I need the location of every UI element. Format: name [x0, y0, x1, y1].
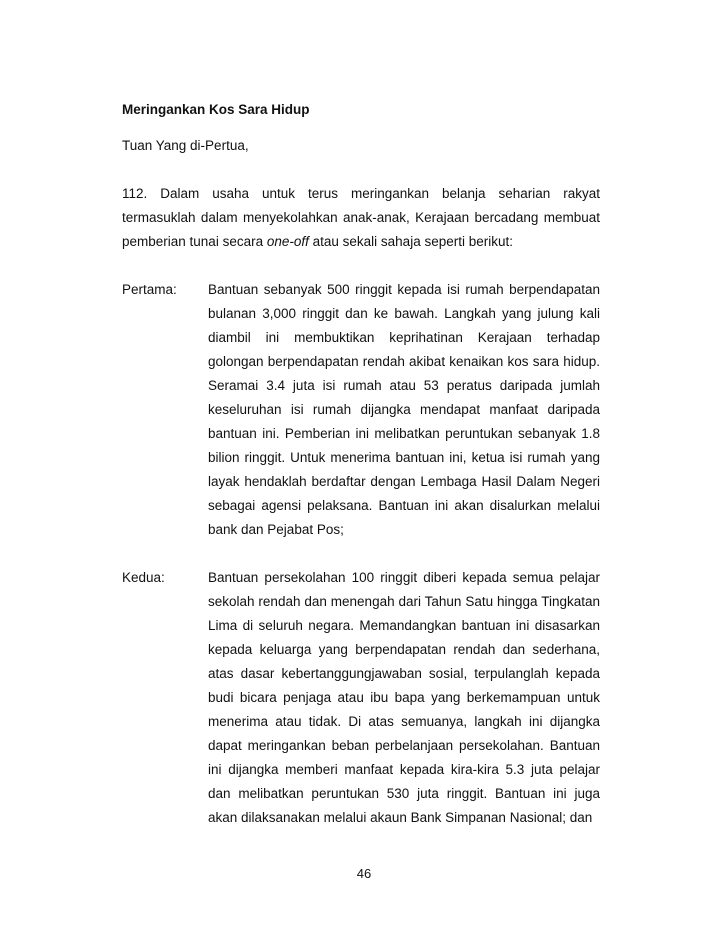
- list-item-label: Pertama:: [122, 282, 177, 297]
- list-item-label: Kedua:: [122, 570, 165, 585]
- section-heading: Meringankan Kos Sara Hidup: [122, 102, 310, 117]
- list-item-text: Bantuan sebanyak 500 ringgit kepada isi rumah berpendapatan bulanan 3,000 ringgit dan ke bawah. Langkah yang julung kali diambil ini membuktikan keprihatinan Kerajaan terhadap golongan berpendapatan rendah akibat kenaikan kos sara hidup. Seramai 3.4 juta isi rumah atau 53 peratus daripada jumlah keseluruhan isi rumah dijangka mendapat manfaat daripada bantuan ini. Pemberian ini melibatkan peruntukan sebanyak 1.8 bilion ringgit. Untuk menerima bantuan ini, ketua isi rumah yang layak hendaklah berdaftar dengan Lembaga Hasil Dalam Negeri sebagai agensi pelaksana. Bantuan ini akan disalurkan melalui bank dan Pejabat Pos;: [208, 282, 600, 537]
- paragraph-112-text-end: atau sekali sahaja seperti berikut:: [308, 234, 513, 249]
- paragraph-112-italic-term: one-off: [266, 234, 309, 249]
- page-content: [122, 98, 600, 830]
- list-item-pertama: [122, 278, 600, 542]
- address-line: Tuan Yang di-Pertua,: [122, 138, 249, 153]
- paragraph-112-text-start: 112. Dalam usaha untuk terus meringankan belanja seharian rakyat termasuklah dalam menyekolahkan anak-anak, Kerajaan bercadang membuat pemberian tunai secara: [122, 186, 600, 249]
- list-item-kedua: [122, 566, 600, 830]
- page-number: 46: [356, 866, 372, 881]
- list-item-text: Bantuan persekolahan 100 ringgit diberi kepada semua pelajar sekolah rendah dan menengah dari Tahun Satu hingga Tingkatan Lima di seluruh negara. Memandangkan bantuan ini disasarkan kepada keluarga yang berpendapatan rendah dan sederhana, atas dasar kebertanggungjawaban sosial, terpulanglah kepada budi bicara penjaga atau ibu bapa yang berkemampuan untuk menerima atau tidak. Di atas semuanya, langkah ini dijangka dapat meringankan beban perbelanjaan persekolahan. Bantuan ini dijangka memberi manfaat kepada kira-kira 5.3 juta pelajar dan melibatkan peruntukan 530 juta ringgit. Bantuan ini juga akan dilaksanakan melalui akaun Bank Simpanan Nasional; dan: [208, 570, 600, 825]
- paragraph-112: [122, 182, 600, 254]
